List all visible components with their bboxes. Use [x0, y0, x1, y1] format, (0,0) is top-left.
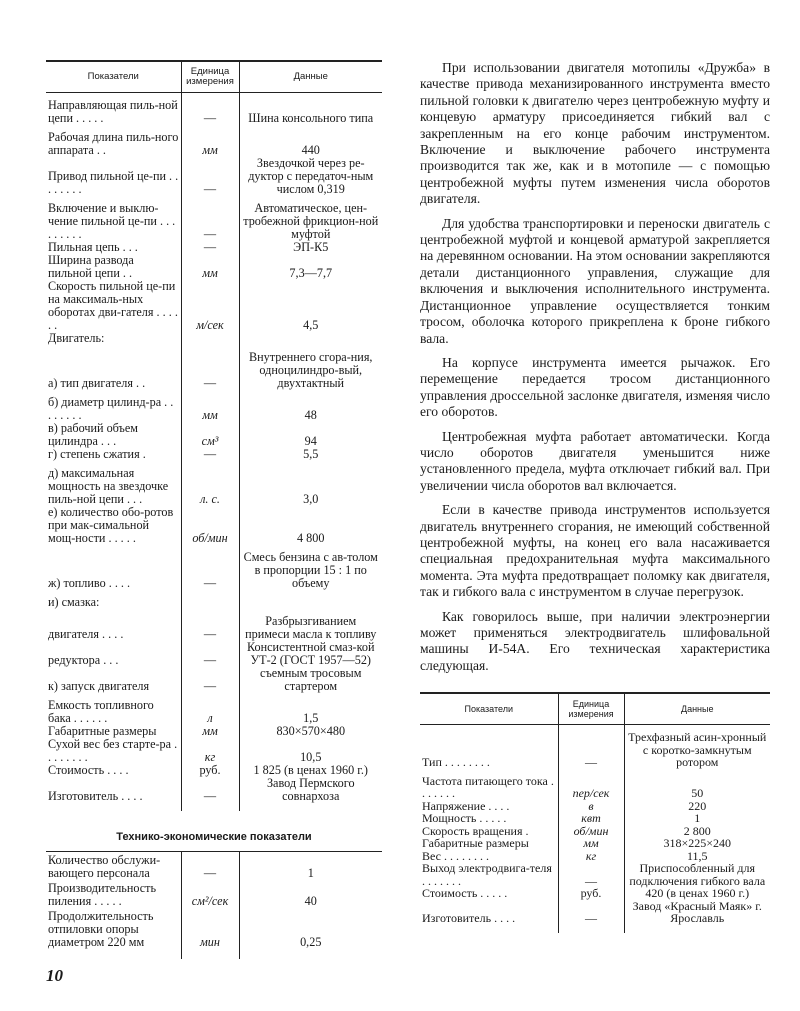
row-label: Ширина развода пильной цепи . . [48, 253, 134, 280]
row-label: Количество обслужи-вающего персонала [48, 853, 161, 880]
row-value: 4 800 [239, 506, 382, 545]
table-row [46, 157, 382, 196]
row-label: Продолжительность отпиловки опоры диаметром 220 мм [48, 909, 154, 949]
row-label: Направляющая пиль-ной цепи . . . . . [48, 98, 178, 125]
body-text [420, 60, 770, 674]
row-unit: — [181, 777, 239, 803]
table-row [420, 769, 770, 800]
row-value: Разбрызгиванием примеси масла к топливу [239, 609, 382, 641]
row-value: Внутреннего сгора-ния, одноцилиндро-вый, двухтактный [239, 345, 382, 390]
row-unit: мм [558, 837, 624, 850]
row-value: Завод Пермского совнархоза [239, 777, 382, 803]
padding-cell [420, 925, 558, 933]
table-row [420, 812, 770, 825]
row-unit: об/мин [181, 506, 239, 545]
table-row [46, 506, 382, 545]
paragraph: Как говорилось выше, при наличии электроэнергии может применяться электродвигатель шлифовальной машины И-54А. Его техническая характеристика следующая. [420, 608, 770, 673]
row-unit [181, 590, 239, 609]
table-row [46, 332, 382, 345]
row-unit: — [558, 725, 624, 769]
paragraph: Для удобства транспортировки и переноски двигатель с центробежной муфтой и концевой арматурой закрепляется на деревянном основании. На этом основании закрепляются детали дистанционного управления, служащие для включения и выключения исполнительного инструмента. Дистанционное управление осуществляется тонким тросом, оболочка которого прикреплена к броне гибкого вала. [420, 215, 770, 346]
right-column [420, 60, 770, 933]
row-label: б) диаметр цилинд-ра . . . . . . . . [48, 395, 174, 422]
table-row [46, 125, 382, 157]
row-unit: — [181, 641, 239, 667]
row-unit: — [181, 345, 239, 390]
row-unit: — [181, 852, 239, 881]
table-row [46, 852, 382, 881]
header-data: Данные [624, 693, 770, 725]
row-label: Вес . . . . . . . . [422, 848, 489, 863]
header-unit: Единица измерения [558, 693, 624, 725]
row-unit: руб. [181, 764, 239, 777]
table-row [420, 837, 770, 850]
row-label: Изготовитель . . . . [48, 789, 143, 803]
row-unit: м/сек [181, 280, 239, 332]
row-label: Напряжение . . . . [422, 798, 510, 813]
table-row [420, 900, 770, 925]
padding-cell [239, 949, 382, 959]
row-unit: в [558, 800, 624, 813]
table-row [420, 725, 770, 769]
row-value: Смесь бензина с ав-толом в пропорции 15 : 1 по объему [239, 545, 382, 590]
econ-section-title: Технико-экономические показатели [116, 831, 312, 843]
row-value: 48 [239, 390, 382, 422]
padding-cell [239, 803, 382, 811]
row-value [239, 332, 382, 345]
row-unit: — [181, 667, 239, 693]
engine-spec-table [46, 60, 382, 811]
row-label: и) смазка: [48, 595, 100, 609]
row-unit: квт [558, 812, 624, 825]
row-value: 1 [239, 852, 382, 881]
table-row [46, 545, 382, 590]
padding-cell [181, 803, 239, 811]
table-row [46, 196, 382, 241]
row-unit: — [181, 609, 239, 641]
row-value: 94 [239, 422, 382, 448]
row-label: Стоимость . . . . [48, 763, 129, 777]
row-label: двигателя . . . . [48, 627, 124, 641]
padding-cell [624, 925, 770, 933]
row-unit: — [558, 862, 624, 887]
row-label: Производительность пиления . . . . . [48, 881, 157, 908]
row-value: 5,5 [239, 448, 382, 461]
row-label: Рабочая длина пиль-ного аппарата . . [48, 130, 179, 157]
row-label: Габаритные размеры [48, 724, 157, 738]
table-row [46, 422, 382, 448]
row-unit: — [181, 157, 239, 196]
row-value: 220 [624, 800, 770, 813]
table-header-row [46, 61, 382, 93]
row-value: 10,5 [239, 738, 382, 764]
row-value: 4,5 [239, 280, 382, 332]
row-label: Пильная цепь . . . [48, 240, 138, 254]
row-label: редуктора . . . [48, 653, 119, 667]
header-indicators: Показатели [46, 61, 181, 93]
row-value: 318×225×240 [624, 837, 770, 850]
header-data: Данные [239, 61, 382, 93]
row-value [239, 590, 382, 609]
row-value: 11,5 [624, 850, 770, 863]
row-value: 1 [624, 812, 770, 825]
row-label: Скорость пильной це-пи на максималь-ных оборотах дви-гателя . . . . . . [48, 279, 178, 332]
row-unit [181, 332, 239, 345]
page-number: 10 [46, 966, 63, 985]
header-unit: Единица измерения [181, 61, 239, 93]
table-row [420, 887, 770, 900]
table-row [46, 609, 382, 641]
row-label: Привод пильной це-пи . . . . . . . . [48, 169, 179, 196]
row-value: Шина консольного типа [239, 93, 382, 126]
row-unit: — [181, 196, 239, 241]
row-value: Автоматическое, цен-тробежной фрикцион-ной муфтой [239, 196, 382, 241]
row-value: ЭП-К5 [239, 241, 382, 254]
row-value: Звездочкой через ре-дуктор с передаточ-ным числом 0,319 [239, 157, 382, 196]
table-row [46, 461, 382, 506]
table-row [46, 280, 382, 332]
row-label: Тип . . . . . . . . [422, 755, 490, 770]
row-unit: пер/сек [558, 769, 624, 800]
row-unit: — [558, 900, 624, 925]
left-column [46, 60, 382, 959]
row-label: ж) топливо . . . . [48, 576, 131, 590]
econ-table [46, 851, 382, 959]
table-row [46, 390, 382, 422]
row-label: в) рабочий объем цилиндра . . . [48, 421, 138, 448]
padding-cell [46, 949, 181, 959]
row-unit: см²/сек [181, 880, 239, 908]
row-label: к) запуск двигателя [48, 679, 150, 693]
paragraph: Центробежная муфта работает автоматически. Когда число оборотов двигателя уменьшится ниже установленного предела, муфта отключает гибкий вал. При увеличении числа оборотов вал включается. [420, 428, 770, 493]
row-label: е) количество обо-ротов при мак-симальной мощ-ности . . . . . [48, 505, 174, 545]
row-value: съемным тросовым стартером [239, 667, 382, 693]
row-unit: мм [181, 725, 239, 738]
row-value: Консистентной смаз-кой УТ-2 (ГОСТ 1957—52) [239, 641, 382, 667]
row-label: Стоимость . . . . . [422, 886, 508, 901]
row-unit: л [181, 693, 239, 725]
table-row [46, 693, 382, 725]
row-label: Изготовитель . . . . [422, 911, 516, 926]
row-unit: кг [558, 850, 624, 863]
paragraph: При использовании двигателя мотопилы «Дружба» в качестве привода механизированного инструмента вместо пильной головки к двигателю через центробежную муфту и концевую арматуру присоединяется гибкий вал с закрепленным на его конце рабочим инструментом. Включение и выключение рабочего инструмента производится так же, как и в мотопиле — с помощью центробежной муфты путем изменения числа оборотов двигателя. [420, 60, 770, 207]
row-value: Завод «Красный Маяк» г. Ярославль [624, 900, 770, 925]
table-row [46, 641, 382, 667]
row-value: 2 800 [624, 825, 770, 838]
row-label: д) максимальная мощность на звездочке пиль-ной цепи . . . [48, 466, 169, 506]
row-unit: л. с. [181, 461, 239, 506]
row-value: 1,5 [239, 693, 382, 725]
row-value: Трехфазный асин-хронный с коротко-замкнутым ротором [624, 725, 770, 769]
row-unit: об/мин [558, 825, 624, 838]
row-unit: — [181, 545, 239, 590]
paragraph: Если в качестве привода инструментов используется двигатель внутреннего сгорания, не имеющий собственной центробежной муфты, на конец его вала насаживается специальная предохранительная муфта максимального момента. Эта муфта предотвращает поломку как двигателя, так и гибкого вала с инструментом в случае перегрузок. [420, 502, 770, 600]
row-unit: кг [181, 738, 239, 764]
motor-spec-table [420, 692, 770, 933]
row-label: Скорость вращения . [422, 823, 529, 838]
row-value: 3,0 [239, 461, 382, 506]
row-label: Габаритные размеры [422, 836, 529, 851]
header-indicators: Показатели [420, 693, 558, 725]
paragraph: На корпусе инструмента имеется рычажок. Его перемещение передается тросом дистанционного управления дроссельной заслонке двигателя, изменяя число его оборотов. [420, 354, 770, 420]
row-unit: руб. [558, 887, 624, 900]
row-value: 7,3—7,7 [239, 254, 382, 280]
row-unit: см³ [181, 422, 239, 448]
row-value: 40 [239, 880, 382, 908]
row-value: 0,25 [239, 908, 382, 949]
table-row [46, 667, 382, 693]
row-label: Сухой вес без стартe-ра . . . . . . . . [48, 737, 178, 764]
padding-cell [558, 925, 624, 933]
row-value: Приспособленный для подключения гибкого вала [624, 862, 770, 887]
row-value: 1 825 (в ценах 1960 г.) [239, 764, 382, 777]
row-label: а) тип двигателя . . [48, 376, 146, 390]
row-label: Мощность . . . . . [422, 811, 507, 826]
table-row [46, 254, 382, 280]
row-unit: мин [181, 908, 239, 949]
padding-cell [181, 949, 239, 959]
table-row [46, 738, 382, 764]
row-unit: мм [181, 125, 239, 157]
table-row [420, 862, 770, 887]
row-value: 830×570×480 [239, 725, 382, 738]
row-label: Частота питающего тока . . . . . . . [422, 773, 554, 801]
row-unit: — [181, 93, 239, 126]
table-row [46, 345, 382, 390]
row-label: Двигатель: [48, 331, 105, 345]
table-header-row [420, 693, 770, 725]
table-row [46, 448, 382, 461]
row-unit: — [181, 241, 239, 254]
table-row [46, 93, 382, 126]
row-label: г) степень сжатия . [48, 447, 146, 461]
row-label: Включение и выклю-чение пильной це-пи . . . . . . . . . [48, 201, 176, 241]
row-unit: мм [181, 390, 239, 422]
row-label: Выход электродвига-теля . . . . . . . [422, 861, 552, 888]
row-value: 420 (в ценах 1960 г.) [624, 887, 770, 900]
row-value: 440 [239, 125, 382, 157]
padding-cell [46, 803, 181, 811]
table-row [46, 880, 382, 908]
table-padding-row [420, 925, 770, 933]
row-label: Емкость топливного бака . . . . . . [48, 698, 154, 725]
table-padding-row [46, 803, 382, 811]
row-unit: — [181, 448, 239, 461]
row-value: 50 [624, 769, 770, 800]
table-row [46, 908, 382, 949]
table-row [46, 590, 382, 609]
table-row [46, 777, 382, 803]
row-unit: мм [181, 254, 239, 280]
table-padding-row [46, 949, 382, 959]
